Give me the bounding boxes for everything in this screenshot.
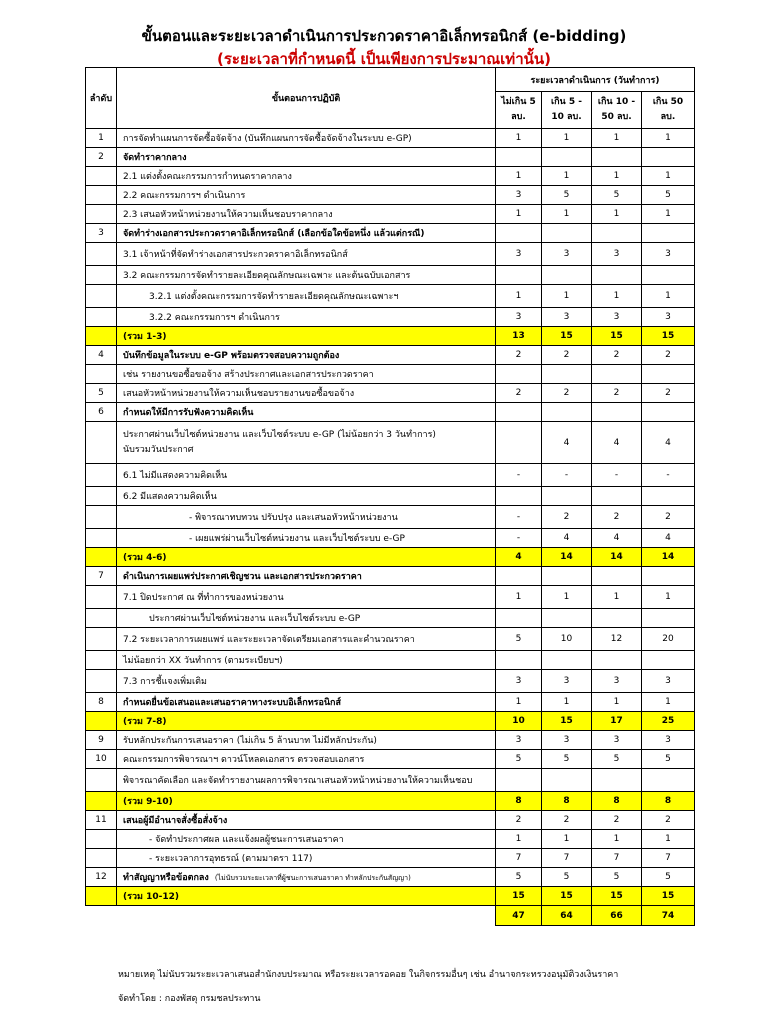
step-text: - พิจารณาทบทวน ปรับปรุง และเสนอหัวหน้าหน่วยงาน [117, 506, 496, 529]
step-text: 3.2 คณะกรรมการจัดทำรายละเอียดคุณลักษณะเฉพาะ และต้นฉบับเอกสาร [117, 266, 496, 285]
table-row [86, 243, 695, 266]
value-cell: 1 [592, 586, 642, 609]
value-cell: - [592, 464, 642, 487]
value-cell: 7 [592, 849, 642, 868]
row-number [86, 487, 117, 506]
value-cell: - [642, 464, 695, 487]
value-cell [642, 567, 695, 586]
value-cell: 1 [642, 830, 695, 849]
table-row [86, 285, 695, 308]
value-cell: 5 [496, 750, 542, 769]
value-cell [496, 403, 542, 422]
footnote-author: จัดทำโดย : กองพัสดุ กรมชลประทาน [118, 994, 261, 1004]
value-cell: 1 [642, 693, 695, 712]
step-text [117, 868, 496, 887]
table-row [86, 224, 695, 243]
value-cell: 3 [496, 186, 542, 205]
value-cell: 20 [642, 628, 695, 651]
step-text-line: นับรวมวันประกาศ [123, 444, 194, 455]
step-text-label: รับหลักประกันการเสนอราคา (ไม่เกิน 5 ล้านบาท ไม่มีหลักประกัน) [123, 736, 377, 746]
value-cell: 1 [642, 205, 695, 224]
value-cell: 2 [542, 506, 592, 529]
table-row [86, 384, 695, 403]
value-cell: 2 [592, 384, 642, 403]
value-cell: 1 [592, 205, 642, 224]
row-number [86, 609, 117, 628]
value-cell: 3 [542, 243, 592, 266]
value-cell [496, 609, 542, 628]
step-text-label: ทำสัญญาหรือข้อตกลง [123, 873, 209, 883]
value-cell: 25 [642, 712, 695, 731]
value-cell: 2 [542, 811, 592, 830]
value-cell: 1 [496, 830, 542, 849]
step-text: จัดทำร่างเอกสารประกวดราคาอิเล็กทรอนิกส์ (เลือกข้อใดข้อหนึ่ง แล้วแต่กรณี) [117, 224, 496, 243]
step-text: ดำเนินการเผยแพร่ประกาศเชิญชวน และเอกสารประกวดราคา [117, 567, 496, 586]
table-row [86, 365, 695, 384]
header-step: ขั้นตอนการปฏิบัติ [117, 68, 496, 129]
table-row [86, 529, 695, 548]
value-cell: 2 [542, 384, 592, 403]
table-row [86, 487, 695, 506]
value-cell: 14 [592, 548, 642, 567]
value-cell [642, 487, 695, 506]
value-cell: 7 [642, 849, 695, 868]
value-cell: 2 [642, 811, 695, 830]
value-cell [496, 567, 542, 586]
value-cell: 1 [542, 830, 592, 849]
table-row [86, 693, 695, 712]
value-cell: 3 [496, 670, 542, 693]
step-text: (รวม 7-8) [117, 712, 496, 731]
footnote-remark: หมายเหตุ ไม่นับรวมระยะเวลาเสนอสำนักงบประมาณ หรือระยะเวลารอคอย ในกิจกรรมอื่นๆ เช่น อำนาจกระทรวงอนุมัติวงเงินราคา [118, 970, 619, 980]
value-cell: 1 [496, 285, 542, 308]
value-cell [542, 266, 592, 285]
value-cell [592, 769, 642, 792]
row-number [86, 308, 117, 327]
value-cell: 4 [642, 529, 695, 548]
value-cell [592, 609, 642, 628]
row-number [86, 422, 117, 464]
value-cell: 1 [542, 586, 592, 609]
row-number [86, 769, 117, 792]
table-row [86, 849, 695, 868]
value-cell: 2 [496, 346, 542, 365]
value-cell [496, 422, 542, 464]
row-number: 6 [86, 403, 117, 422]
step-text: 2.2 คณะกรรมการฯ ดำเนินการ [117, 186, 496, 205]
table-row [86, 868, 695, 887]
table-row [86, 628, 695, 651]
value-cell: 1 [542, 129, 592, 148]
row-number [86, 548, 117, 567]
table-row [86, 129, 695, 148]
value-cell: 5 [592, 750, 642, 769]
value-cell: 3 [542, 731, 592, 750]
value-cell: 2 [496, 384, 542, 403]
table-row [86, 731, 695, 750]
row-number [86, 205, 117, 224]
value-cell: 10 [542, 628, 592, 651]
value-cell: 17 [592, 712, 642, 731]
value-cell [496, 266, 542, 285]
value-cell: 3 [642, 243, 695, 266]
row-number [86, 586, 117, 609]
step-text: ไม่น้อยกว่า XX วันทำการ (ตามระเบียบฯ) [117, 651, 496, 670]
row-number: 4 [86, 346, 117, 365]
value-cell: 15 [542, 887, 592, 906]
value-cell [542, 651, 592, 670]
row-number [86, 365, 117, 384]
table-row [86, 670, 695, 693]
value-cell: 15 [542, 712, 592, 731]
value-cell: - [496, 464, 542, 487]
table-row [86, 422, 695, 464]
subtotal-row [86, 548, 695, 567]
table-row [86, 811, 695, 830]
value-cell [642, 266, 695, 285]
value-cell: 1 [592, 167, 642, 186]
header-col-4: เกิน 50 ลบ. [642, 92, 695, 129]
total-value: 66 [592, 906, 642, 926]
step-text: เสนอผู้มีอำนาจสั่งซื้อสั่งจ้าง [117, 811, 496, 830]
step-text: ประกาศผ่านเว็บไซต์หน่วยงาน และเว็บไซต์ระบบ e-GP [117, 609, 496, 628]
value-cell: 3 [642, 731, 695, 750]
step-text [117, 422, 496, 464]
value-cell [542, 224, 592, 243]
row-number [86, 266, 117, 285]
value-cell [642, 609, 695, 628]
value-cell: 5 [542, 186, 592, 205]
value-cell [592, 266, 642, 285]
total-value: 47 [496, 906, 542, 926]
table-row [86, 186, 695, 205]
header-col-1: ไม่เกิน 5 ลบ. [496, 92, 542, 129]
subtotal-row [86, 327, 695, 346]
row-number [86, 712, 117, 731]
value-cell: - [496, 529, 542, 548]
row-number [86, 670, 117, 693]
value-cell: 3 [542, 670, 592, 693]
table-row [86, 769, 695, 792]
header-period: ระยะเวลาดำเนินการ (วันทำการ) [496, 68, 695, 92]
value-cell: 2 [642, 384, 695, 403]
value-cell: 1 [496, 129, 542, 148]
value-cell: 3 [542, 308, 592, 327]
empty-cell [86, 906, 117, 926]
row-number: 8 [86, 693, 117, 712]
value-cell: 5 [592, 186, 642, 205]
value-cell: 1 [592, 830, 642, 849]
value-cell: 1 [542, 167, 592, 186]
table-row [86, 567, 695, 586]
value-cell [542, 567, 592, 586]
value-cell: 1 [496, 693, 542, 712]
value-cell [496, 487, 542, 506]
empty-cell [117, 906, 496, 926]
table-row [86, 403, 695, 422]
value-cell: 3 [496, 308, 542, 327]
step-text: 2.1 แต่งตั้งคณะกรรมการกำหนดราคากลาง [117, 167, 496, 186]
row-number: 1 [86, 129, 117, 148]
value-cell: 3 [642, 670, 695, 693]
value-cell: 2 [592, 506, 642, 529]
value-cell: 2 [592, 811, 642, 830]
value-cell [642, 365, 695, 384]
value-cell: 15 [496, 887, 542, 906]
value-cell: 3 [496, 243, 542, 266]
value-cell: 15 [642, 327, 695, 346]
row-number [86, 243, 117, 266]
value-cell [592, 403, 642, 422]
value-cell: 1 [496, 205, 542, 224]
value-cell: 5 [496, 628, 542, 651]
value-cell: 5 [542, 868, 592, 887]
row-number [86, 849, 117, 868]
value-cell: 4 [592, 422, 642, 464]
step-text: (รวม 10-12) [117, 887, 496, 906]
row-number: 9 [86, 731, 117, 750]
step-text: 3.1 เจ้าหน้าที่จัดทำร่างเอกสารประกวดราคาอิเล็กทรอนิกส์ [117, 243, 496, 266]
step-text: บันทึกข้อมูลในระบบ e-GP พร้อมตรวจสอบความถูกต้อง [117, 346, 496, 365]
step-text: - จัดทำประกาศผล และแจ้งผลผู้ชนะการเสนอราคา [117, 830, 496, 849]
step-text: (รวม 9-10) [117, 792, 496, 811]
step-text: กำหนดให้มีการรับฟังความคิดเห็น [117, 403, 496, 422]
step-text: พิจารณาคัดเลือก และจัดทำรายงานผลการพิจารณาเสนอหัวหน้าหน่วยงานให้ความเห็นชอบ [117, 769, 496, 792]
header-col-2: เกิน 5 - 10 ลบ. [542, 92, 592, 129]
value-cell: 1 [642, 586, 695, 609]
value-cell [642, 403, 695, 422]
step-note: (ไม่นับรวมระยะเวลาที่ผู้ชนะการเสนอราคา ทำหลักประกันสัญญา) [214, 874, 411, 882]
value-cell: 1 [642, 129, 695, 148]
row-number [86, 887, 117, 906]
value-cell: 2 [642, 506, 695, 529]
grand-total-row [86, 906, 695, 926]
row-number [86, 529, 117, 548]
value-cell: 2 [496, 811, 542, 830]
value-cell [592, 487, 642, 506]
value-cell: 15 [542, 327, 592, 346]
value-cell: 1 [642, 167, 695, 186]
step-text: จัดทำราคากลาง [117, 148, 496, 167]
value-cell: 3 [592, 731, 642, 750]
value-cell: 15 [592, 327, 642, 346]
table-row [86, 346, 695, 365]
header-no: ลำดับ [86, 68, 117, 129]
step-text: 6.1 ไม่มีแสดงความคิดเห็น [117, 464, 496, 487]
row-number [86, 285, 117, 308]
value-cell: 3 [496, 731, 542, 750]
subtotal-row [86, 792, 695, 811]
step-text: 6.2 มีแสดงความคิดเห็น [117, 487, 496, 506]
value-cell [592, 148, 642, 167]
step-text: 7.3 การชี้แจงเพิ่มเติม [117, 670, 496, 693]
table-row [86, 167, 695, 186]
value-cell: 7 [542, 849, 592, 868]
step-text: 7.2 ระยะเวลาการเผยแพร่ และระยะเวลาจัดเตรียมเอกสารและคำนวณราคา [117, 628, 496, 651]
step-text-line: ประกาศผ่านเว็บไซต์หน่วยงาน และเว็บไซต์ระบบ e-GP (ไม่น้อยกว่า 3 วันทำการ) [123, 429, 436, 440]
row-number: 2 [86, 148, 117, 167]
value-cell [642, 224, 695, 243]
row-number: 11 [86, 811, 117, 830]
table-row [86, 830, 695, 849]
value-cell [542, 403, 592, 422]
value-cell: 4 [542, 422, 592, 464]
value-cell: 1 [592, 285, 642, 308]
value-cell [542, 487, 592, 506]
total-value: 74 [642, 906, 695, 926]
table-row [86, 609, 695, 628]
step-text [117, 750, 496, 769]
value-cell [542, 609, 592, 628]
step-text-label: คณะกรรมการพิจารณาฯ ดาวน์โหลดเอกสาร ตรวจสอบเอกสาร [123, 755, 365, 765]
value-cell: - [496, 506, 542, 529]
value-cell: 1 [542, 205, 592, 224]
row-number [86, 792, 117, 811]
value-cell: 2 [642, 346, 695, 365]
total-value: 64 [542, 906, 592, 926]
value-cell: 4 [642, 422, 695, 464]
value-cell [642, 148, 695, 167]
table-row [86, 266, 695, 285]
row-number [86, 830, 117, 849]
subtotal-row [86, 887, 695, 906]
value-cell: 15 [642, 887, 695, 906]
value-cell: 2 [592, 346, 642, 365]
value-cell: 1 [592, 693, 642, 712]
table-row [86, 308, 695, 327]
value-cell [496, 365, 542, 384]
subtotal-row [86, 712, 695, 731]
value-cell: 3 [592, 308, 642, 327]
table-row [86, 464, 695, 487]
value-cell [592, 365, 642, 384]
value-cell: 5 [592, 868, 642, 887]
value-cell: 10 [496, 712, 542, 731]
row-number: 3 [86, 224, 117, 243]
value-cell [496, 224, 542, 243]
value-cell: 1 [592, 129, 642, 148]
row-number [86, 651, 117, 670]
value-cell: 1 [542, 693, 592, 712]
step-text: 3.2.1 แต่งตั้งคณะกรรมการจัดทำรายละเอียดคุณลักษณะเฉพาะฯ [117, 285, 496, 308]
page-subtitle: (ระยะเวลาที่กำหนดนี้ เป็นเพียงการประมาณเท่านั้น) [217, 50, 551, 68]
page-title: ขั้นตอนและระยะเวลาดำเนินการประกวดราคาอิเล็กทรอนิกส์ (e-bidding) [141, 27, 627, 45]
value-cell: 8 [496, 792, 542, 811]
value-cell [592, 651, 642, 670]
value-cell: 5 [542, 750, 592, 769]
step-text: (รวม 4-6) [117, 548, 496, 567]
value-cell: 7 [496, 849, 542, 868]
value-cell: 14 [542, 548, 592, 567]
value-cell [592, 224, 642, 243]
row-number: 12 [86, 868, 117, 887]
value-cell [496, 769, 542, 792]
value-cell [642, 651, 695, 670]
value-cell [542, 769, 592, 792]
step-text: - ระยะเวลาการอุทธรณ์ (ตามมาตรา 117) [117, 849, 496, 868]
row-number [86, 628, 117, 651]
value-cell: 15 [592, 887, 642, 906]
row-number: 5 [86, 384, 117, 403]
step-text: เสนอหัวหน้าหน่วยงานให้ความเห็นชอบรายงานขอซื้อขอจ้าง [117, 384, 496, 403]
step-text: เช่น รายงานขอซื้อขอจ้าง สร้างประกาศและเอกสารประกวดราคา [117, 365, 496, 384]
value-cell [542, 365, 592, 384]
value-cell [496, 651, 542, 670]
row-number: 7 [86, 567, 117, 586]
step-text [117, 731, 496, 750]
value-cell: 5 [642, 750, 695, 769]
step-text: 2.3 เสนอหัวหน้าหน่วยงานให้ความเห็นชอบราคากลาง [117, 205, 496, 224]
value-cell: 5 [496, 868, 542, 887]
table-row [86, 750, 695, 769]
value-cell: 8 [542, 792, 592, 811]
value-cell [642, 769, 695, 792]
table-row [86, 148, 695, 167]
value-cell: 1 [496, 586, 542, 609]
step-text: กำหนดยื่นข้อเสนอและเสนอราคาทางระบบอิเล็กทรอนิกส์ [117, 693, 496, 712]
table-row [86, 506, 695, 529]
row-number [86, 167, 117, 186]
value-cell [496, 148, 542, 167]
value-cell: 5 [642, 868, 695, 887]
value-cell: - [542, 464, 592, 487]
row-number [86, 327, 117, 346]
step-text: 3.2.2 คณะกรรมการฯ ดำเนินการ [117, 308, 496, 327]
value-cell: 3 [592, 243, 642, 266]
value-cell: 4 [592, 529, 642, 548]
header-col-3: เกิน 10 - 50 ลบ. [592, 92, 642, 129]
value-cell [542, 148, 592, 167]
row-number [86, 464, 117, 487]
step-text: (รวม 1-3) [117, 327, 496, 346]
value-cell: 1 [642, 285, 695, 308]
step-text: - เผยแพร่ผ่านเว็บไซต์หน่วยงาน และเว็บไซต์ระบบ e-GP [117, 529, 496, 548]
row-number [86, 186, 117, 205]
procedure-table [85, 67, 695, 926]
table-row [86, 651, 695, 670]
value-cell: 5 [642, 186, 695, 205]
value-cell: 12 [592, 628, 642, 651]
row-number [86, 506, 117, 529]
value-cell [592, 567, 642, 586]
value-cell: 8 [592, 792, 642, 811]
value-cell: 8 [642, 792, 695, 811]
value-cell: 1 [496, 167, 542, 186]
value-cell: 4 [542, 529, 592, 548]
value-cell: 14 [642, 548, 695, 567]
step-text: 7.1 ปิดประกาศ ณ ที่ทำการของหน่วยงาน [117, 586, 496, 609]
value-cell: 1 [542, 285, 592, 308]
value-cell: 13 [496, 327, 542, 346]
value-cell: 2 [542, 346, 592, 365]
row-number: 10 [86, 750, 117, 769]
table-row [86, 586, 695, 609]
table-row [86, 205, 695, 224]
value-cell: 3 [592, 670, 642, 693]
value-cell: 3 [642, 308, 695, 327]
value-cell: 4 [496, 548, 542, 567]
step-text: การจัดทำแผนการจัดซื้อจัดจ้าง (บันทึกแผนการจัดซื้อจัดจ้างในระบบ e-GP) [117, 129, 496, 148]
